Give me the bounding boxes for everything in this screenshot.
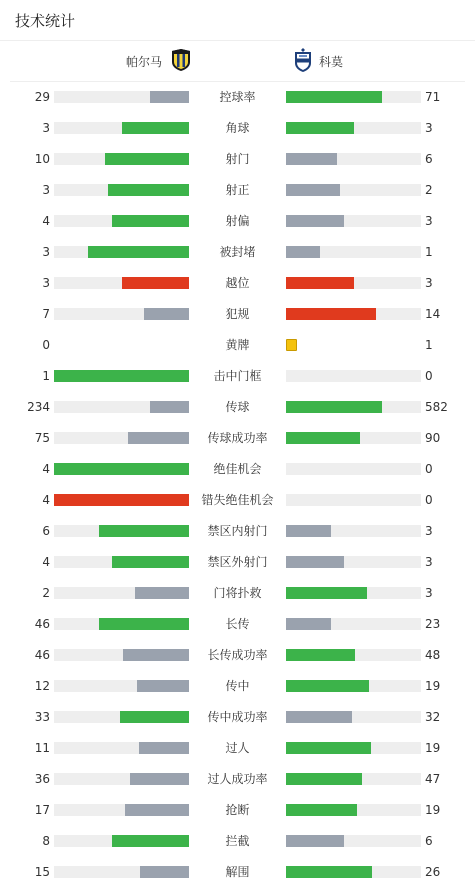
stat-label: 拦截 <box>225 834 250 848</box>
home-stat-bar <box>54 463 189 475</box>
away-stat-value: 0 <box>425 369 433 383</box>
home-stat-bar-fill <box>54 370 189 382</box>
yellow-card-icon <box>286 339 297 351</box>
stat-label: 过人成功率 <box>207 772 268 786</box>
away-stat-value: 3 <box>425 276 433 290</box>
stat-label: 射偏 <box>225 214 250 228</box>
stat-label: 错失绝佳机会 <box>201 493 274 507</box>
away-stat-bar <box>286 587 421 599</box>
away-stat-value: 47 <box>425 772 441 786</box>
away-stat-value: 6 <box>425 152 433 166</box>
away-stat-bar-fill <box>286 215 344 227</box>
away-stat-bar-fill <box>286 525 331 537</box>
away-stat-bar-fill <box>286 587 367 599</box>
away-stat-value: 1 <box>425 338 433 352</box>
home-stat-value: 17 <box>34 803 50 817</box>
home-stat-bar <box>54 680 189 692</box>
away-stat-value: 3 <box>425 586 433 600</box>
stat-label: 绝佳机会 <box>213 462 262 476</box>
home-stat-bar <box>54 339 189 351</box>
home-stat-bar <box>54 494 189 506</box>
away-stat-value: 48 <box>425 648 441 662</box>
away-stat-bar <box>286 246 421 258</box>
stat-row <box>0 826 475 857</box>
home-stat-value: 10 <box>34 152 50 166</box>
stat-label: 射正 <box>225 183 250 197</box>
away-stat-value: 0 <box>425 462 433 476</box>
away-stat-bar-fill <box>286 680 369 692</box>
home-stat-bar-fill <box>130 773 189 785</box>
stat-label: 禁区外射门 <box>207 555 268 569</box>
home-team[interactable] <box>126 41 192 81</box>
home-stat-bar-fill <box>54 463 189 475</box>
stat-row <box>0 578 475 609</box>
stat-label: 长传成功率 <box>207 648 268 662</box>
away-stat-bar <box>286 711 421 723</box>
stat-row <box>0 640 475 671</box>
away-stat-value: 2 <box>425 183 433 197</box>
home-stat-bar-fill <box>122 122 190 134</box>
away-stat-bar <box>286 680 421 692</box>
home-stat-bar <box>54 153 189 165</box>
away-stat-bar-fill <box>286 184 340 196</box>
away-stat-value: 0 <box>425 493 433 507</box>
home-stat-bar <box>54 432 189 444</box>
stat-label: 射门 <box>225 152 250 166</box>
home-stat-value: 29 <box>34 90 50 104</box>
home-stat-value: 46 <box>34 648 50 662</box>
stat-label: 传中 <box>225 679 250 693</box>
away-stat-value: 3 <box>425 214 433 228</box>
away-stat-bar <box>286 277 421 289</box>
home-stat-value: 12 <box>34 679 50 693</box>
stat-row <box>0 392 475 423</box>
home-stat-value: 234 <box>27 400 50 414</box>
home-stat-bar-fill <box>105 153 189 165</box>
away-stat-bar-fill <box>286 432 360 444</box>
home-stat-bar-fill <box>128 432 189 444</box>
home-stat-value: 4 <box>42 555 50 569</box>
stat-row <box>0 485 475 516</box>
stat-label: 禁区内射门 <box>207 524 268 538</box>
away-stat-bar <box>286 122 421 134</box>
stat-label: 被封堵 <box>219 245 256 259</box>
away-stat-value: 1 <box>425 245 433 259</box>
page-title: 技术统计 <box>15 11 76 30</box>
home-stat-bar-fill <box>150 91 189 103</box>
stat-row <box>0 237 475 268</box>
home-team-name: 帕尔马 <box>126 54 163 69</box>
home-stat-bar <box>54 773 189 785</box>
stat-label: 越位 <box>225 276 250 290</box>
home-stat-bar <box>54 91 189 103</box>
away-stat-bar <box>286 463 421 475</box>
parma-crest-icon <box>170 48 192 75</box>
away-stat-bar <box>286 742 421 754</box>
home-stat-value: 11 <box>34 741 50 755</box>
stat-label: 角球 <box>225 121 250 135</box>
home-stat-value: 36 <box>34 772 50 786</box>
stat-label: 传中成功率 <box>207 710 268 724</box>
home-stat-value: 75 <box>34 431 50 445</box>
away-stat-bar-fill <box>286 246 320 258</box>
stat-label: 传球成功率 <box>207 431 268 445</box>
home-stat-bar-fill <box>139 742 189 754</box>
home-stat-bar-fill <box>120 711 189 723</box>
home-stat-value: 4 <box>42 493 50 507</box>
stat-row <box>0 175 475 206</box>
away-stat-bar <box>286 401 421 413</box>
home-stat-bar <box>54 742 189 754</box>
home-stat-bar-fill <box>137 680 189 692</box>
away-stat-value: 3 <box>425 524 433 538</box>
stats-list <box>0 82 475 888</box>
stat-label: 击中门框 <box>213 369 262 383</box>
stat-row <box>0 702 475 733</box>
away-stat-value: 3 <box>425 555 433 569</box>
home-stat-value: 33 <box>34 710 50 724</box>
stat-row <box>0 764 475 795</box>
away-stat-bar <box>286 618 421 630</box>
home-stat-bar-fill <box>122 277 190 289</box>
home-stat-bar <box>54 711 189 723</box>
away-stat-bar-fill <box>286 91 382 103</box>
away-stat-bar <box>286 370 421 382</box>
home-stat-bar <box>54 618 189 630</box>
home-stat-bar <box>54 215 189 227</box>
home-stat-bar <box>54 184 189 196</box>
away-stat-value: 32 <box>425 710 441 724</box>
home-stat-bar-fill <box>54 494 189 506</box>
stat-label: 抢断 <box>225 803 250 817</box>
away-stat-bar <box>286 866 421 878</box>
stat-row <box>0 671 475 702</box>
away-stat-bar <box>286 773 421 785</box>
away-stat-bar <box>286 184 421 196</box>
stat-row <box>0 206 475 237</box>
away-stat-value: 19 <box>425 803 441 817</box>
home-stat-value: 8 <box>42 834 50 848</box>
stat-row <box>0 299 475 330</box>
home-stat-value: 4 <box>42 214 50 228</box>
home-stat-bar <box>54 587 189 599</box>
away-stat-value: 23 <box>425 617 441 631</box>
home-stat-bar-fill <box>112 556 189 568</box>
stat-label: 传球 <box>225 400 250 414</box>
home-stat-bar-fill <box>125 804 189 816</box>
stat-row <box>0 361 475 392</box>
home-stat-value: 3 <box>42 183 50 197</box>
away-stat-value: 14 <box>425 307 441 321</box>
away-stat-bar <box>286 308 421 320</box>
stats-header <box>0 0 475 41</box>
away-stat-bar-fill <box>286 711 352 723</box>
away-stat-bar <box>286 91 421 103</box>
stat-row <box>0 733 475 764</box>
away-stat-value: 582 <box>425 400 448 414</box>
away-stat-bar-fill <box>286 866 372 878</box>
stat-row <box>0 516 475 547</box>
home-stat-bar-fill <box>108 184 189 196</box>
home-stat-value: 46 <box>34 617 50 631</box>
away-stat-value: 6 <box>425 834 433 848</box>
home-stat-bar-fill <box>123 649 189 661</box>
home-stat-bar <box>54 246 189 258</box>
away-stat-value: 90 <box>425 431 441 445</box>
home-stat-bar-fill <box>99 618 189 630</box>
home-stat-bar <box>54 525 189 537</box>
home-stat-bar-fill <box>112 215 189 227</box>
stat-row <box>0 113 475 144</box>
home-stat-value: 2 <box>42 586 50 600</box>
como-crest-icon <box>291 47 315 76</box>
home-stat-bar <box>54 835 189 847</box>
stat-row <box>0 795 475 826</box>
away-stat-value: 71 <box>425 90 441 104</box>
stat-row <box>0 82 475 113</box>
away-stat-bar-fill <box>286 277 354 289</box>
stat-row <box>0 330 475 361</box>
home-stat-value: 1 <box>42 369 50 383</box>
stat-row <box>0 609 475 640</box>
home-stat-value: 7 <box>42 307 50 321</box>
away-team[interactable] <box>291 41 343 81</box>
away-stat-bar <box>286 525 421 537</box>
home-stat-value: 0 <box>42 338 50 352</box>
home-stat-bar <box>54 804 189 816</box>
away-stat-bar-fill <box>286 618 331 630</box>
away-stat-bar <box>286 215 421 227</box>
away-stat-bar <box>286 153 421 165</box>
home-stat-bar <box>54 308 189 320</box>
away-stat-bar-fill <box>286 308 376 320</box>
stat-label: 犯规 <box>225 307 250 321</box>
away-stat-bar <box>286 494 421 506</box>
stat-label: 过人 <box>225 741 250 755</box>
home-stat-bar <box>54 401 189 413</box>
home-stat-bar-fill <box>99 525 189 537</box>
away-stat-bar <box>286 339 421 351</box>
stat-row <box>0 144 475 175</box>
home-stat-value: 6 <box>42 524 50 538</box>
home-stat-bar <box>54 556 189 568</box>
home-stat-bar <box>54 866 189 878</box>
away-stat-bar-fill <box>286 835 344 847</box>
away-stat-bar <box>286 432 421 444</box>
away-team-name: 科莫 <box>319 54 344 69</box>
home-stat-bar-fill <box>112 835 189 847</box>
home-stat-bar <box>54 370 189 382</box>
stat-row <box>0 454 475 485</box>
away-stat-value: 3 <box>425 121 433 135</box>
away-stat-value: 26 <box>425 865 441 879</box>
away-stat-bar-fill <box>286 742 371 754</box>
home-stat-bar-fill <box>135 587 189 599</box>
home-stat-value: 3 <box>42 276 50 290</box>
away-stat-value: 19 <box>425 679 441 693</box>
stat-label: 门将扑救 <box>213 586 262 600</box>
stat-label: 黄牌 <box>225 338 250 352</box>
away-stat-bar-fill <box>286 804 357 816</box>
home-stat-bar-fill <box>88 246 189 258</box>
away-stat-bar-fill <box>286 122 354 134</box>
stat-row <box>0 423 475 454</box>
home-stat-value: 15 <box>34 865 50 879</box>
away-stat-bar <box>286 835 421 847</box>
home-stat-value: 4 <box>42 462 50 476</box>
stat-label: 解围 <box>225 865 250 879</box>
home-stat-bar <box>54 122 189 134</box>
stat-row <box>0 268 475 299</box>
away-stat-bar-fill <box>286 153 337 165</box>
home-stat-value: 3 <box>42 245 50 259</box>
stat-label: 长传 <box>225 617 250 631</box>
away-stat-value: 19 <box>425 741 441 755</box>
home-stat-bar-fill <box>144 308 189 320</box>
home-stat-value: 3 <box>42 121 50 135</box>
away-stat-bar-fill <box>286 556 344 568</box>
away-stat-bar <box>286 804 421 816</box>
home-stat-bar <box>54 277 189 289</box>
away-stat-bar-fill <box>286 401 382 413</box>
stat-row <box>0 857 475 888</box>
away-stat-bar <box>286 556 421 568</box>
home-stat-bar-fill <box>150 401 189 413</box>
away-stat-bar-fill <box>286 773 362 785</box>
teams-row <box>10 41 465 82</box>
home-stat-bar-fill <box>140 866 189 878</box>
stat-label: 控球率 <box>219 90 256 104</box>
stat-row <box>0 547 475 578</box>
away-stat-bar-fill <box>286 649 355 661</box>
home-stat-bar <box>54 649 189 661</box>
away-stat-bar <box>286 649 421 661</box>
